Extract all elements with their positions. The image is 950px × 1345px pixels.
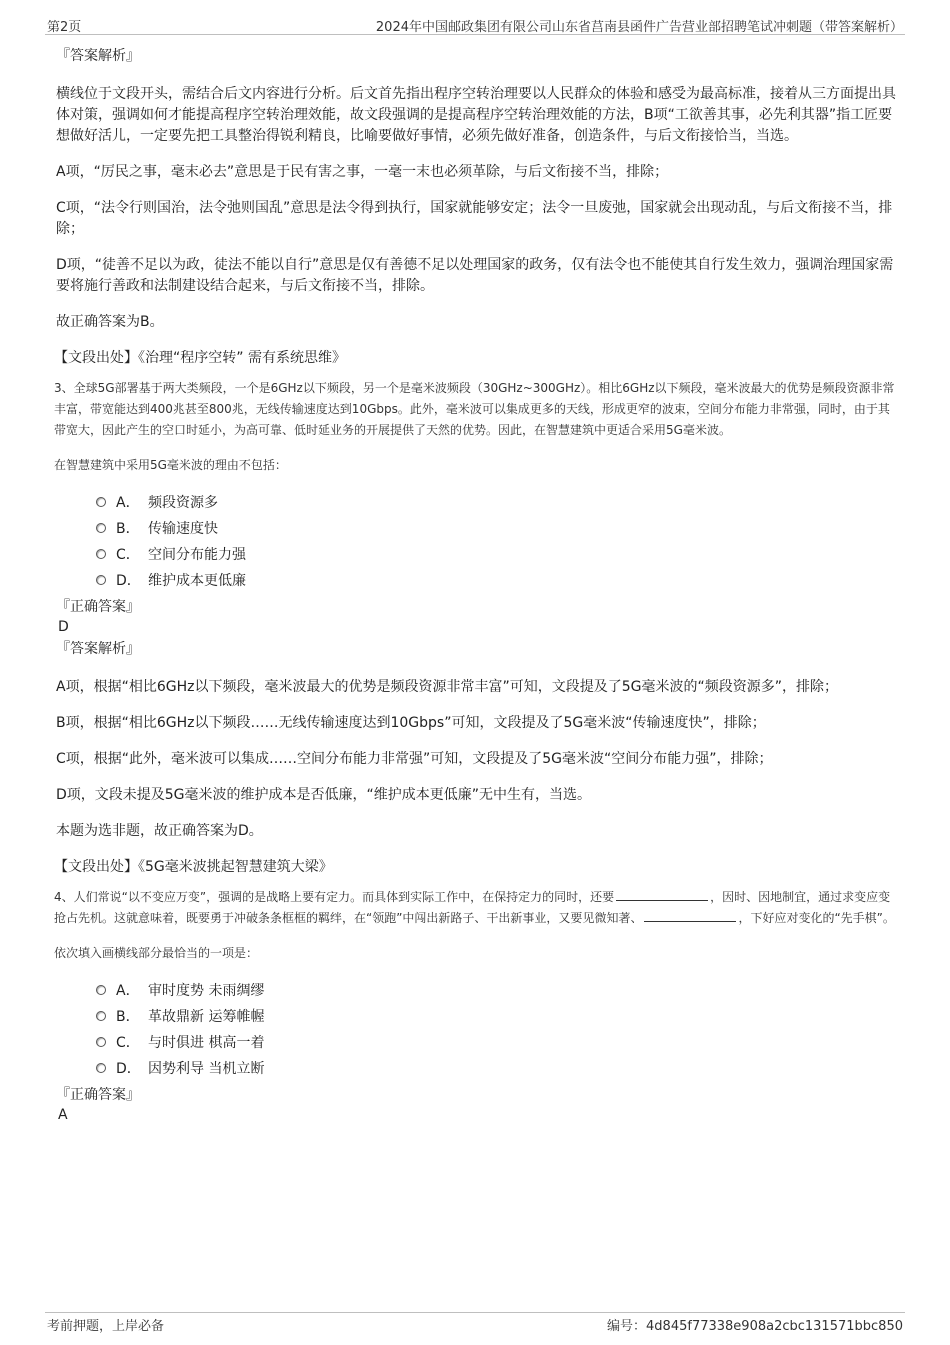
q3-correct-label: 『正确答案』 [56, 599, 140, 615]
q3-source: 【文段出处】《5G毫米波挑起智慧建筑大梁》 [54, 859, 333, 875]
q4-text-part2: ，因时、因地制宜，通过求变应变抢占先机。这就意味着，既要勇于冲破条条框框的羁绊，在“领跑”中闯出新路子、干出新事业，又要见微知著、 [54, 890, 891, 925]
option-letter: C． [116, 547, 140, 563]
q3-option-c[interactable] [96, 541, 896, 567]
q4-text [54, 887, 896, 929]
radio-icon[interactable] [96, 575, 106, 585]
radio-icon[interactable] [96, 985, 106, 995]
q4-option-a[interactable] [96, 977, 896, 1003]
q3-options [96, 489, 896, 593]
q4-text-part3: ，下好应对变化的“先手棋”。 [738, 911, 895, 925]
footer-slogan: 考前押题，上岸必备 [47, 1319, 165, 1334]
option-text: 空间分布能力强 [148, 547, 246, 563]
q4-text-part1: 4、人们常说“以不变应万变”，强调的是战略上要有定力。而具体到实际工作中，在保持定力的同时，还要 [54, 890, 615, 904]
option-letter: D． [116, 1061, 141, 1077]
q4-prompt: 依次填入画横线部分最恰当的一项是： [54, 946, 259, 960]
q4-correct-label: 『正确答案』 [56, 1087, 140, 1103]
q4-option-d[interactable] [96, 1055, 896, 1081]
q2-source: 【文段出处】《治理“程序空转” 需有系统思维》 [54, 350, 346, 366]
option-text: 因势利导 当机立断 [148, 1061, 265, 1077]
option-letter: B． [116, 521, 140, 537]
q4-option-b[interactable] [96, 1003, 896, 1029]
option-text: 频段资源多 [148, 495, 218, 511]
footer-code: 编号：4d845f77338e908a2cbc131571bbc850 [607, 1319, 903, 1334]
q3-analysis-paragraph: D项，文段未提及5G毫米波的维护成本是否低廉，“维护成本更低廉”无中生有，当选。 [56, 787, 592, 803]
radio-icon[interactable] [96, 523, 106, 533]
document-title: 2024年中国邮政集团有限公司山东省莒南县函件广告营业部招聘笔试冲刺题（带答案解析） [375, 20, 903, 35]
q2-analysis-label: 『答案解析』 [56, 48, 140, 64]
q4-answer: A [58, 1107, 68, 1123]
radio-icon[interactable] [96, 1063, 106, 1073]
option-text: 与时俱进 棋高一着 [148, 1035, 265, 1051]
q3-option-b[interactable] [96, 515, 896, 541]
option-letter: A． [116, 495, 140, 511]
q3-text: 3、全球5G部署基于两大类频段，一个是6GHz以下频段，另一个是毫米波频段（30GHz~300GHz）。相比6GHz以下频段，毫米波最大的优势是频段资源非常丰富，带宽能达到400兆甚至800兆，无线传输速度达到10Gbps。此外，毫米波可以集成更多的天线，形成更窄的波束，空间分布能力非常强，同时，由于其带宽大，因此产生的空口时延小，为高可靠、低时延业务的开展提供了天然的优势。因此，在智慧建筑中更适合采用5G毫米波。 [54, 381, 895, 437]
page-content [56, 46, 896, 1127]
page-number: 第2页 [47, 20, 82, 35]
q3-analysis-paragraph: B项，根据“相比6GHz以下频段……无线传输速度达到10Gbps”可知，文段提及了5G毫米波“传输速度快”，排除； [56, 715, 766, 731]
q2-analysis-paragraph: D项，“徒善不足以为政，徒法不能以自行”意思是仅有善德不足以处理国家的政务，仅有法令也不能使其自行发生效力，强调治理国家需要将施行善政和法制建设结合起来，与后文衔接不当，排除。 [56, 257, 894, 294]
radio-icon[interactable] [96, 1011, 106, 1021]
q4-option-c[interactable] [96, 1029, 896, 1055]
option-letter: D． [116, 573, 141, 589]
q4-options [96, 977, 896, 1081]
q3-option-a[interactable] [96, 489, 896, 515]
option-text: 审时度势 未雨绸缪 [148, 983, 265, 999]
q3-option-d[interactable] [96, 567, 896, 593]
q3-analysis-paragraph: 本题为选非题，故正确答案为D。 [56, 823, 263, 839]
q2-analysis-paragraph: 故正确答案为B。 [56, 314, 164, 330]
option-letter: A． [116, 983, 140, 999]
q3-analysis-paragraph: A项，根据“相比6GHz以下频段，毫米波最大的优势是频段资源非常丰富”可知，文段提及了5G毫米波的“频段资源多”，排除； [56, 679, 838, 695]
fill-blank [644, 909, 736, 922]
option-text: 维护成本更低廉 [148, 573, 246, 589]
q3-prompt: 在智慧建筑中采用5G毫米波的理由不包括： [54, 458, 287, 472]
q2-analysis-paragraph: 横线位于文段开头，需结合后文内容进行分析。后文首先指出程序空转治理要以人民群众的体验和感受为最高标准，接着从三方面提出具体对策，强调如何才能提高程序空转治理效能，故文段强调的是提高程序空转治理效能的方法，B项“工欲善其事，必先利其器”指工匠要想做好活儿，一定要先把工具整治得锐利精良，比喻要做好事情，必须先做好准备，创造条件，与后文衔接恰当，当选。 [56, 86, 896, 144]
q3-analysis-label: 『答案解析』 [56, 641, 140, 657]
radio-icon[interactable] [96, 1037, 106, 1047]
q3-analysis-paragraph: C项，根据“此外，毫米波可以集成……空间分布能力非常强”可知，文段提及了5G毫米波“空间分布能力强”，排除； [56, 751, 773, 767]
q3-answer: D [58, 619, 69, 635]
option-text: 传输速度快 [148, 521, 218, 537]
radio-icon[interactable] [96, 497, 106, 507]
page-header [45, 14, 905, 35]
option-text: 革故鼎新 运筹帷幄 [148, 1009, 265, 1025]
page-footer [45, 1312, 905, 1337]
radio-icon[interactable] [96, 549, 106, 559]
fill-blank [616, 888, 708, 901]
q2-analysis-paragraph: C项，“法令行则国治，法令弛则国乱”意思是法令得到执行，国家就能够安定；法令一旦废弛，国家就会出现动乱，与后文衔接不当，排除； [56, 200, 893, 237]
option-letter: B． [116, 1009, 140, 1025]
q2-analysis-paragraph: A项，“厉民之事，毫末必去”意思是于民有害之事，一毫一末也必须革除，与后文衔接不当，排除； [56, 164, 669, 180]
option-letter: C． [116, 1035, 140, 1051]
